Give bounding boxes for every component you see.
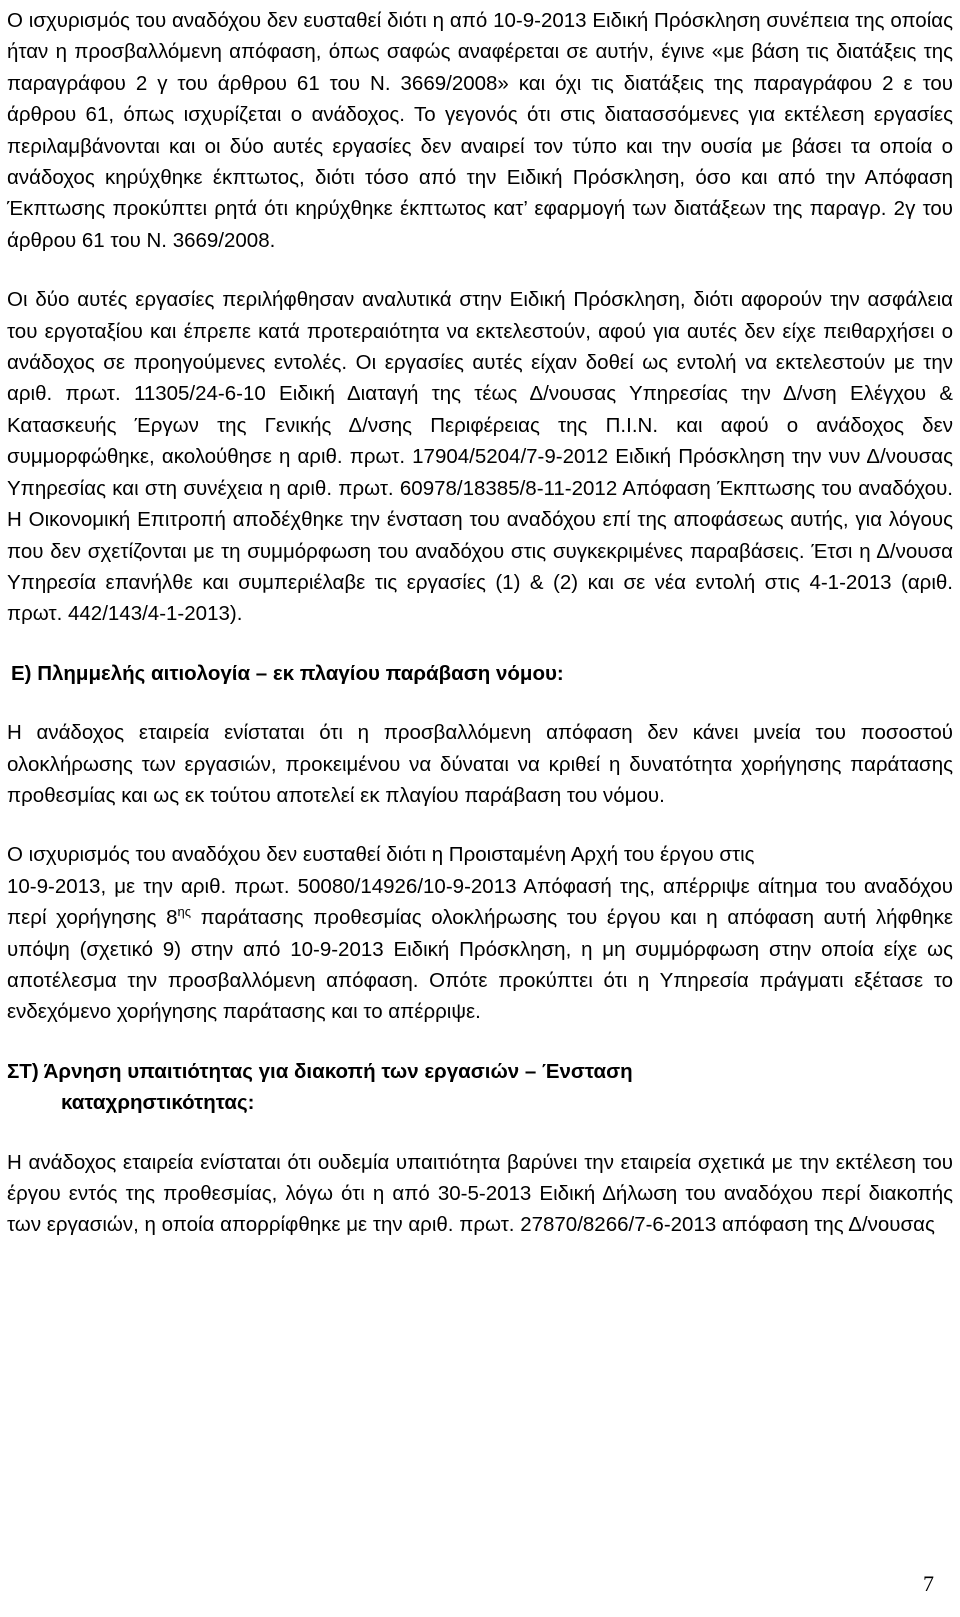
paragraph-safety-works: Οι δύο αυτές εργασίες περιλήφθησαν αναλυτικά στην Ειδική Πρόσκληση, διότι αφορούν την ασφάλεια του εργοταξίου και έπρεπε κατά προτεραιότητα να εκτελεστούν, αφού για αυτές δεν είχε πειθαρχήσει ο ανάδοχος σε προηγούμενες εντολές. Οι εργασίες αυτές είχαν δοθεί ως εντολή να εκτελεστούν με την αριθ. πρωτ. 11305/24-6-10 Ειδική Διαταγή της τέως Δ/νουσας Υπηρεσίας την Δ/νση Ελέγχου & Κατασκευής Έργων της Γενικής Δ/νσης Περιφέρειας της Π.Ι.Ν. και αφού ο ανάδοχος δεν συμμορφώθηκε, ακολούθησε η αριθ. πρωτ. 17904/5204/7-9-2012 Ειδική Πρόσκληση την νυν Δ/νουσας Υπηρεσίας και στη συνέχεια η αριθ. πρωτ. 60978/18385/8-11-2012 Απόφαση Έκπτωσης του αναδόχου. Η Οικονομική Επιτροπή αποδέχθηκε την ένσταση του αναδόχου επί της αποφάσεως αυτής, για λόγους που δεν σχετίζονται με τη συμμόρφωση του αναδόχου στις συγκεκριμένες παραβάσεις. Έτσι η Δ/νουσα Υπηρεσία επανήλθε και συμπεριέλαβε τις εργασίες (1) & (2) και σε νέα εντολή στις 4-1-2013 (αριθ. πρωτ. 442/143/4-1-2013).	[7, 288, 953, 626]
document-page	[7, 5, 953, 1269]
section-heading-st-line1: ΣΤ) Άρνηση υπαιτιότητας για διακοπή των εργασιών – Ένσταση	[7, 1059, 633, 1083]
section-heading-e: Ε) Πλημμελής αιτιολογία – εκ πλαγίου παράβαση νόμου:	[11, 661, 564, 685]
ordinal-superscript: ης	[177, 904, 191, 920]
paragraph-extension-rejection	[7, 839, 953, 1027]
section-heading-st-line2: καταχρηστικότητας:	[61, 1091, 255, 1115]
paragraph-no-fault: Η ανάδοχος εταιρεία ενίσταται ότι ουδεμία υπαιτιότητα βαρύνει την εταιρεία σχετικά με την εκτέλεση του έργου εντός της προθεσμίας, λόγω ότι η από 30-5-2013 Ειδική Δήλωση του αναδόχου περί διακοπής των εργασιών, η οποία απορρίφθηκε με την αριθ. πρωτ. 27870/8266/7-6-2013 απόφαση της Δ/νουσας	[7, 1150, 953, 1237]
paragraph-completion-percentage: Η ανάδοχος εταιρεία ενίσταται ότι η προσβαλλόμενη απόφαση δεν κάνει μνεία του ποσοστού ολοκλήρωσης των εργασιών, προκειμένου να δύναται να κριθεί η δυνατότητα χορήγησης παράτασης προθεσμίας και ως εκ τούτου αποτελεί εκ πλαγίου παράβαση του νόμου.	[7, 721, 953, 807]
section-heading-st	[7, 1056, 953, 1119]
paragraph-extension-line1: Ο ισχυρισμός του αναδόχου δεν ευσταθεί διότι η Προισταμένη Αρχή του έργου στις	[7, 843, 755, 867]
page-number: 7	[923, 1571, 934, 1596]
paragraph-extension-text-a: 10-9-2013, με την αριθ. πρωτ. 50080/14926/10-9-2013 Απόφασή της, απέρριψε αίτημα του αναδόχου περί χορήγησης 8	[7, 874, 953, 930]
paragraph-extension-text-b: παράτασης προθεσμίας ολοκλήρωσης του έργου και η απόφαση αυτή λήφθηκε υπόψη (σχετικό 9) στην από 10-9-2013 Ειδική Πρόσκληση, η μη συμμόρφωση στην οποία είχε ως αποτέλεσμα την προσβαλλόμενη απόφαση. Οπότε προκύπτει ότι η Υπηρεσία πράγματι εξέτασε το ενδεχόμενο χορήγησης παράτασης και το απέρριψε.	[7, 906, 953, 1024]
paragraph-rejection-reasoning: Ο ισχυρισμός του αναδόχου δεν ευσταθεί διότι η από 10-9-2013 Ειδική Πρόσκληση συνέπεια της οποίας ήταν η προσβαλλόμενη απόφαση, όπως σαφώς αναφέρεται σε αυτήν, έγινε «με βάση τις διατάξεις της παραγράφου 2 γ του άρθρου 61 του Ν. 3669/2008» και όχι τις διατάξεις της παραγράφου 2 ε του άρθρου 61, όπως ισχυρίζεται ο ανάδοχος. Το γεγονός ότι στις διατασσόμενες για εκτέλεση εργασίες περιλαμβάνονται και οι δύο αυτές εργασίες δεν αναιρεί τον τύπο και την ουσία με βάσει τα οποία ο ανάδοχος κηρύχθηκε έκπτωτος, διότι τόσο από την Ειδική Πρόσκληση, όσο και από την Απόφαση Έκπτωσης προκύπτει ρητά ότι κηρύχθηκε έκπτωτος κατ’ εφαρμογή των διατάξεων της παραγρ. 2γ του άρθρου 61 του Ν. 3669/2008.	[7, 9, 953, 252]
